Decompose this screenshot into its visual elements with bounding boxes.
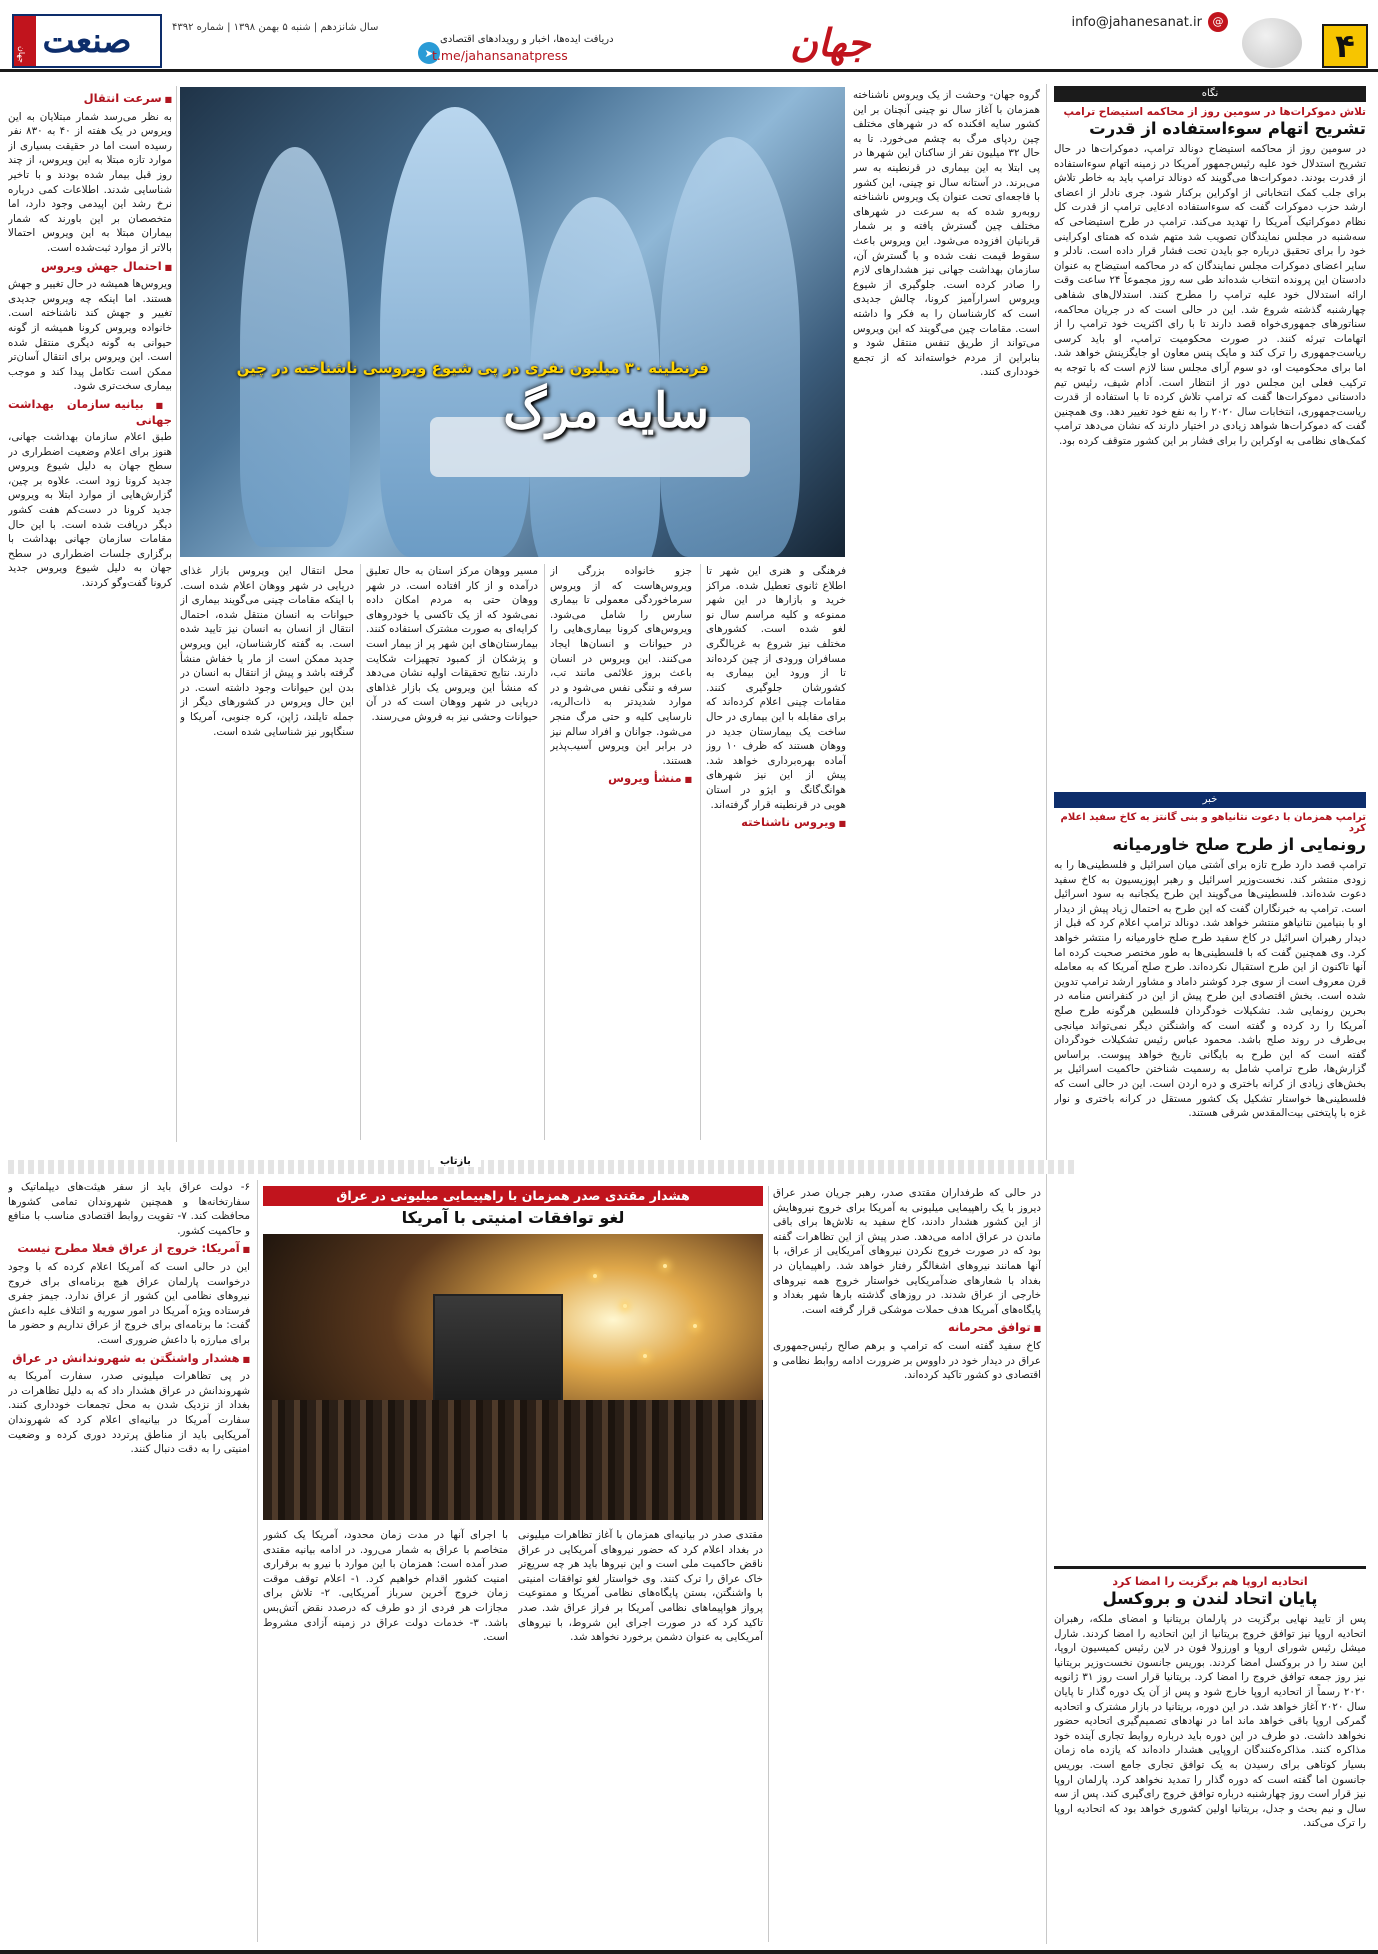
col-rule [257, 1180, 258, 1942]
col-rule [544, 564, 545, 1140]
iraq-col2 [518, 1528, 763, 1942]
iraq-col3 [263, 1528, 508, 1942]
lead-col2-text: فرهنگی و هنری این شهر تا اطلاع ثانوی تعطیل شده. مراکز خرید و بازارها در این شهر ممنوعه و کلیه مراسم سال نو لغو شده است. کشورهای مختلف نیز شروع به غربالگری مسافران ورودی از چین کرده‌اند تا از ورود این بیماری به کشورشان جلوگیری کنند. مقامات چینی اعلام کرده‌اند که برای مقابله با این بیماری در حال ساخت یک بیمارستان جدید در ووهان هستند که ظرف ۱۰ روز آماده بهره‌برداری خواهد شد. پیش از این نیز شهرهای هوانگ‌گانگ و ایژو در استان هوبی در قرنطینه قرار گرفته‌اند. [706, 565, 846, 811]
lead-col3-text: جزو خانواده بزرگی از ویروس‌هاست که از ویروس سرماخوردگی معمولی تا بیماری سارس را شامل می‌شود. ویروس‌های کرونا بیماری‌هایی را در حیوانات و انسان‌ها ایجاد می‌کنند. این ویروس در انسان باعث بروز علائمی مانند تب، سرفه و تنگی نفس می‌شود و در موارد شدیدتر به ذات‌الریه، نارسایی کلیه و حتی مرگ منجر می‌شود. جوانان و افراد سالم نیز در برابر این ویروس آسیب‌پذیر هستند. [550, 565, 692, 767]
photo-firework [693, 1324, 697, 1328]
iraq-col3-text: با اجرای آنها در مدت زمان محدود، آمریکا یک کشور متخاصم با عراق به شمار می‌رود. در ادامه بیانیه مقتدی صدر آمده است: همزمان با این موارد با نیرو به برقراری امنیت کشور اقدام خواهیم کرد. ۱- اعلام توقف موقت زمان خروج آخرین سرباز آمریکایی. ۲- تلاش برای مجازات هر فردی از دو طرف که درصدد نقض آتش‌بس باشد. ۳- خدمات دولت عراق در زمینه آزادی مشروط است. [263, 1529, 508, 1644]
lead-sub5: ■ بیانیه سازمان بهداشت جهانی [8, 397, 172, 428]
iraq-col2-text: مقتدی صدر در بیانیه‌ای همزمان با آغاز تظاهرات میلیونی در بغداد اعلام کرد که حضور نیروهای آمریکایی در عراق ناقض حاکمیت ملی است و این نیروها باید هر چه سریع‌تر خاک عراق را ترک کنند. وی خواستار لغو توافقات امنیتی با واشنگتن، بستن پایگاه‌های نظامی آمریکا و ممنوعیت پرواز هواپیماهای نظامی آمریکا بر فراز عراق شد. صدر تاکید کرد که در صورت اجرای این شروط، با نیروهای آمریکایی به عنوان دشمن برخورد نخواهد شد. [518, 1529, 763, 1644]
col-rule [360, 564, 361, 1140]
lead-col2 [706, 564, 846, 1140]
telegram-title: دریافت ایده‌ها، اخبار و رویدادهای اقتصادی [440, 34, 614, 45]
sidebar-divider [1054, 1566, 1366, 1569]
iraq-photo [263, 1234, 763, 1520]
lead-col4-text: مسیر ووهان مرکز استان به حال تعلیق درآمده و از کار افتاده است. در شهر ووهان حتی به مردم امکان داده نمی‌شود که از یک تاکسی یا خودروهای کرایه‌ای به صورت مشترک استفاده کنند. بیمارستان‌های این شهر پر از بیمار است و پزشکان از کمبود تجهیزات شکایت دارند. نتایج تحقیقات اولیه نشان می‌دهد که منشأ این ویروس یک بازار غذاهای دریایی در شهر ووهان است که در آن حیوانات وحشی نیز به فروش می‌رسند. [366, 565, 538, 723]
lead-col3 [550, 564, 692, 1140]
col-rule [700, 564, 701, 1140]
sidebar-box1-text: در سومین روز از محاکمه استیضاح دونالد ترامپ، دموکرات‌ها در حال تشریح استدلال خود علیه رئیس‌جمهور آمریکا در زمینه اتهام سوءاستفاده از قدرت بودند. دموکرات‌ها می‌گویند که دونالد ترامپ باید به خاطر تلاش برای جلب کمک انتخاباتی از اوکراین برکنار شود. جری نادلر از اعضای ارشد حزب دموکرات گفت که سوءاستفاده ادعایی ترامپ از قدرت کل نظام دموکراتیک آمریکا را تهدید می‌کند. ترامپ در طرح استیضاحی که سه‌شنبه در مجلس نمایندگان تصویب شد متهم شده که همتای اوکراینی خود را برای تحقیق درباره جو بایدن تحت فشار قرار داده است. نادلر و سایر اعضای دموکرات مجلس نمایندگان که در محاکمه استیضاح به عنوان دادستان این پرونده انتخاب شده‌اند طی سه روز مجموعاً ۲۴ ساعت وقت ارائه استدلال خود علیه ترامپ را مطرح کنند. استدلال‌های شفاهی چهارشنبه گذشته شروع شد. این در حالی است که در جریان محاکمه، سناتورهای جمهوری‌خواه قصد دارند تا با رای اکثریت خود ترامپ را از اتهامات تبرئه کنند. در صورت محکومیت ترامپ، او باید کرسی ریاست‌جمهوری را ترک کند و مایک پنس معاون او جایگزینش خواهد شد. اما برای محکومیت او، دو سوم آرای مجلس سنا لازم است که با توجه به ترکیب فعلی این مجلس دور از انتظار است. آدام شیف، رئیس تیم دادستانی دموکرات‌ها گفت که ترامپ تلاش کرده تا با استفاده از قدرت ریاست‌جمهوری، انتخابات سال ۲۰۲۰ را به نفع خود تغییر دهد. وی همچنین گفت که دموکرات‌ها شواهد زیادی در اختیار دارند که نشان می‌دهد ترامپ کمک‌های نظامی به اوکراین را برای فشار بر این کشور متوقف کرده بود. [1054, 143, 1366, 447]
email-text: info@jahanesanat.ir [1071, 14, 1202, 30]
iraq-col4 [8, 1180, 250, 1942]
sidebar-box3-headline: پایان اتحاد لندن و بروکسل [1102, 1589, 1318, 1608]
section-strip [8, 1160, 1078, 1174]
iraq-col4b-text: این در حالی است که آمریکا اعلام کرده که با وجود درخواست پارلمان عراق هیچ برنامه‌ای برای خروج نیروهای نظامی این کشور از عراق ندارد. جیمز جفری فرستاده ویژه آمریکا در امور سوریه و ائتلاف علیه داعش گفت: ما برنامه‌ای برای خروج از عراق نداریم و حضور ما برای مبارزه با داعش ضروری است. [8, 1260, 250, 1346]
sidebar-box3-body [1054, 1612, 1366, 1952]
lead-col5-text: محل انتقال این ویروس بازار غذای دریایی در شهر ووهان اعلام شده است. با اینکه مقامات چینی می‌گویند بیماری از حیوانات به انسان منتقل شده، احتمال انتقال از انسان به انسان نیز تایید شده است. به گفته کارشناسان، این ویروس جدید ممکن است از مار یا خفاش منشأ گرفته باشد و پیش از انتقال به انسان در بدن این حیوانات وجود داشته است. در این حال ویروس در کشورهای دیگر از جمله تایلند، ژاپن، کره جنوبی، آمریکا و سنگاپور نیز شناسایی شده است. [180, 565, 354, 738]
iraq-kicker: هشدار مقتدی صدر همزمان با راهپیمایی میلیونی در عراق [263, 1186, 763, 1206]
sidebar-box2-kicker: ترامپ همزمان با دعوت نتانیاهو و بنی گانتز به کاخ سفید اعلام کرد [1060, 812, 1366, 834]
col-rule [768, 1186, 769, 1942]
iraq-headline: لغو توافقات امنیتی با آمریکا [401, 1208, 625, 1227]
logo-text: صنعت [42, 21, 132, 61]
iraq-col4c-text: در پی تظاهرات میلیونی صدر، سفارت آمریکا به شهروندانش در عراق هشدار داد که به دلیل تظاهرات در بغداد از نزدیک شدن به محل تجمعات خودداری کنند. سفارت آمریکا در بیانیه‌ای اعلام کرد که شهروندان آمریکایی باید از مناطق پرتردد دوری کرده و وضعیت امنیتی را به دقت دنبال کنند. [8, 1370, 250, 1456]
sidebar-box1-label: نگاه [1054, 86, 1366, 102]
photo-firework [623, 1304, 627, 1308]
sidebar-box2-label: خبر [1054, 792, 1366, 808]
lead-sub3: ■ سرعت انتقال [8, 91, 172, 108]
lead-col6-text: به نظر می‌رسد شمار مبتلایان به این ویروس در یک هفته از ۴۰ به ۸۳۰ نفر رسیده است اما در حقیقت بسیاری از موارد تازه مبتلا به این ویروس، از چند روز قبل بیمار شده بودند و با تاخیر شناسایی شدند. اطلاعات کمی درباره نرخ رشد این اپیدمی وجود دارد، اما متخصصان بر این باورند که شمار بیماران مبتلا به این ویروس احتمالا بالاتر از موارد ثبت‌شده است. [8, 110, 172, 254]
photo-figure [660, 137, 800, 557]
sidebar-box1-kicker: تلاش دموکرات‌ها در سومین روز از محاکمه استیضاح ترامپ [1063, 106, 1366, 118]
iraq-col4-text: ۶- دولت عراق باید از سفر هیئت‌های دیپلماتیک و سفارتخانه‌ها و همچنین شهروندان تمامی کشورها محافظت کند. ۷- تقویت روابط اقتصادی مناسب با منافع و حاکمیت کشور. [8, 1181, 250, 1237]
lead-sub2: ■ منشأ ویروس [550, 771, 692, 788]
sidebar-box2-body [1054, 858, 1366, 1558]
iraq-col1 [773, 1186, 1041, 1942]
page-number: ۴ [1322, 24, 1368, 68]
sidebar-box2-text: ترامپ قصد دارد طرح تازه برای آشتی میان اسرائیل و فلسطینی‌ها را به زودی منتشر کند. نخست‌وزیر اسرائیل و رهبر اپوزیسیون به کاخ سفید دعوت شده‌اند. فلسطینی‌ها می‌گویند این طرح یکجانبه به سود اسرائیل است. ترامپ به خبرنگاران گفت که این طرح به احتمال زیاد پیش از دیدار او با بنیامین نتانیاهو منتشر خواهد شد. دونالد ترامپ اعلام کرد که قبل از دیدار رهبران اسرائیل در کاخ سفید طرح صلح خاورمیانه را منتشر خواهد کرد. وی همچنین گفت که با فلسطینی‌ها به طور مختصر صحبت کرده اما آنها تاکنون از این طرح استقبال نکرده‌اند. طرح صلح آمریکا که به معامله قرن معروف است از سوی جرد کوشنر داماد و مشاور ارشد ترامپ تدوین شده است. بخش اقتصادی این طرح پیش از این در کنفرانس منامه در بحرین رونمایی شد. تشکیلات خودگردان فلسطین هرگونه طرح صلح آمریکا را رد کرده و گفته است که واشنگتن دیگر نمی‌تواند میانجی بی‌طرف در روند صلح باشد. محمود عباس رئیس تشکیلات خودگردان گفته است که این طرح به بایگانی تاریخ خواهد پیوست. براساس گزارش‌ها، طرح ترامپ شامل به رسمیت شناختن حاکمیت اسرائیل بر بخش‌های زیادی از کرانه باختری و دره اردن است. این در حالی است که فلسطینی‌ها خواستار تشکیل یک کشور مستقل در کرانه باختری و نوار غزه با پایتختی بیت‌المقدس شرقی هستند. [1054, 859, 1366, 1120]
lead-headline: سایه مرگ [503, 383, 709, 439]
sidebar-box2-headline: رونمایی از طرح صلح خاورمیانه [1112, 835, 1366, 854]
sidebar [1054, 86, 1366, 1942]
sidebar-box1-body [1054, 142, 1366, 786]
lead-sub1: ■ ویروس ناشناخته [706, 815, 846, 832]
lead-kicker: قرنطینه ۳۰ میلیون نفری در پی شیوع ویروسی ناشناخته در چین [236, 359, 709, 377]
newspaper-logo[interactable] [12, 14, 162, 68]
sidebar-box3-text: پس از تایید نهایی برگزیت در پارلمان بریتانیا و امضای ملکه، رهبران اتحادیه اروپا نیز توافق خروج بریتانیا از این اتحادیه را امضا کردند. شارل میشل رئیس شورای اروپا و اورزولا فون در لاین رئیس کمیسیون اروپا، این سند را در بروکسل امضا کردند. بوریس جانسون نخست‌وزیر بریتانیا نیز روز جمعه توافق خروج را امضا کرد. بریتانیا قرار است روز ۳۱ ژانویه ۲۰۲۰ رسماً از اتحادیه اروپا خارج شود و پس از آن یک دوره گذار تا پایان سال ۲۰۲۰ آغاز خواهد شد. در این دوره، بریتانیا در بازار مشترک و اتحادیه گمرکی اروپا باقی خواهد ماند اما در نهادهای تصمیم‌گیری اتحادیه حضور نخواهد داشت. دو طرف در این دوره باید درباره روابط تجاری آینده خود مذاکره کنند. مذاکره‌کنندگان اروپایی هشدار داده‌اند که یازده ماه زمان بسیار کوتاهی برای رسیدن به یک توافق تجاری جامع است. بوریس جانسون اما گفته است که دوره گذار را تمدید نخواهد کرد. پارلمان اروپا نیز قرار است روز چهارشنبه درباره توافق خروج رای‌گیری کند. پس از سه سال و نیم بحث و جدل، بریتانیا اولین کشوری خواهد بود که اتحادیه اروپا را ترک می‌کند. [1054, 1613, 1366, 1830]
section-label: بازتاب [430, 1156, 481, 1167]
section-title: جهان [790, 20, 871, 65]
photo-firework [643, 1354, 647, 1358]
sidebar-box1-headline: تشریح اتهام سوءاستفاده از قدرت [1089, 119, 1366, 138]
photo-figure [240, 147, 350, 547]
lead-col1 [853, 88, 1040, 1140]
lead-col6 [8, 88, 172, 1140]
mail-icon: @ [1208, 12, 1228, 32]
sidebar-rule [1046, 84, 1047, 1944]
telegram-link[interactable]: t.me/jahansanatpress [432, 48, 568, 63]
lead-col6b-text: ویروس‌ها همیشه در حال تغییر و جهش هستند. اما اینکه چه ویروس جدیدی تغییر و جهش کند ناشناخته است. خانواده ویروس کرونا همیشه از گونه حیوانی به گونه دیگری منتقل شده است. این ویروس برای انتقال آسان‌تر ممکن است تکامل پیدا کند و موجب بیماری سخت‌تری شود. [8, 278, 172, 393]
col-rule [176, 86, 177, 1142]
photo-firework [663, 1264, 667, 1268]
photo-crowd [263, 1400, 763, 1520]
iraq-col1-text: در حالی که طرفداران مقتدی صدر، رهبر جریان صدر عراق دیروز با یک راهپیمایی میلیونی به آمریکا برای خروج نیروهایش از این کشور هشدار دادند، کاخ سفید به تلاش‌ها برای باقی ماندن در عراق ادامه می‌دهد. صدر پیش از این تظاهرات گفته بود که در صورت خروج نکردن نیروهای آمریکایی از عراق، با آنها همانند نیروهای اشغالگر رفتار خواهد شد. راهپیمایان در بغداد با شعارهای ضدآمریکایی خواستار خروج همه نیروهای خارجی از عراق شدند. در روزهای گذشته بارها شهر بغداد و پایگاه‌های آمریکا هدف حملات موشکی قرار گرفته است. [773, 1187, 1041, 1316]
lead-photo [180, 87, 845, 557]
lead-col6c-text: طبق اعلام سازمان بهداشت جهانی، هنوز برای اعلام وضعیت اضطراری در سطح جهان به دلیل شیوع ویروس جدید کرونا زود است. علاوه بر چین، گزارش‌هایی از موارد ابتلا به ویروس جدید کرونا در دست‌کم هفت کشور دیگر دریافت شده است. با این حال مقامات سازمان جهانی بهداشت با برگزاری جلسات اضطراری در سطح جهان به دلیل شیوع ویروس جدید کرونا گفت‌وگو کردند. [8, 431, 172, 589]
email-contact[interactable] [1071, 12, 1228, 32]
iraq-col1b-text: کاخ سفید گفته است که ترامپ و برهم صالح رئیس‌جمهوری عراق در دیدار خود در داووس بر ضرورت ادامه روابط نظامی و اقتصادی دو کشور تاکید کرده‌اند. [773, 1339, 1041, 1382]
telegram-icon[interactable]: ➤ [418, 42, 440, 64]
globe-icon [1242, 18, 1302, 68]
logo-sub: جهان [17, 46, 26, 63]
photo-firework [593, 1274, 597, 1278]
photo-figure [530, 197, 660, 557]
iraq-sub3: ■ هشدار واشنگتن به شهروندانش در عراق [8, 1351, 250, 1368]
footer-rule [0, 1950, 1378, 1954]
lead-col1-text: گروه جهان- وحشت از یک ویروس ناشناخته همزمان با آغاز سال نو چینی آنچنان بر این کشور سایه افکنده که در شهرهای مختلف چین ردپای مرگ به چشم می‌خورد. تا به حال ۳۲ میلیون نفر از ساکنان این شهرها در پی ابتلا به این بیماری در قرنطینه به سر می‌برند. در آستانه سال نو چینی، این کشور با فاجعه‌ای تحت عنوان یک ویروس ناشناخته روبه‌رو شده که به سرعت در شهرهای مختلف چین گسترش یافته و بر شمار قربانیان افزوده می‌شود. این ویروس باعث سقوط قیمت نفت شده و با گسترش آن، سازمان بهداشت جهانی نیز هشدارهای لازم را صادر کرده است. جلوگیری از شیوع ویروس اسرارآمیز کرونا، چالش جدیدی است که کارشناسان را به فکر وا داشته است. مقامات چین می‌گویند که این ویروس می‌تواند از طریق تنفس منتقل شود و بنابراین از مردم خواسته‌اند که از تجمع خودداری کنند. [853, 89, 1040, 379]
lead-col5 [180, 564, 354, 1140]
masthead [0, 0, 1378, 72]
sidebar-box3-kicker: اتحادیه اروپا هم برگزیت را امضا کرد [1112, 1575, 1308, 1588]
lead-col4 [366, 564, 538, 1140]
lead-sub4: ■ احتمال جهش ویروس [8, 259, 172, 276]
iraq-sub1: ■ توافق محرمانه [773, 1320, 1041, 1337]
photo-figure [380, 107, 530, 557]
iraq-sub2: ■ آمریکا: خروج از عراق فعلا مطرح نیست [8, 1241, 250, 1258]
issue-line: سال شانزدهم | شنبه ۵ بهمن ۱۳۹۸ | شماره ۴۳۹۲ [172, 22, 379, 33]
